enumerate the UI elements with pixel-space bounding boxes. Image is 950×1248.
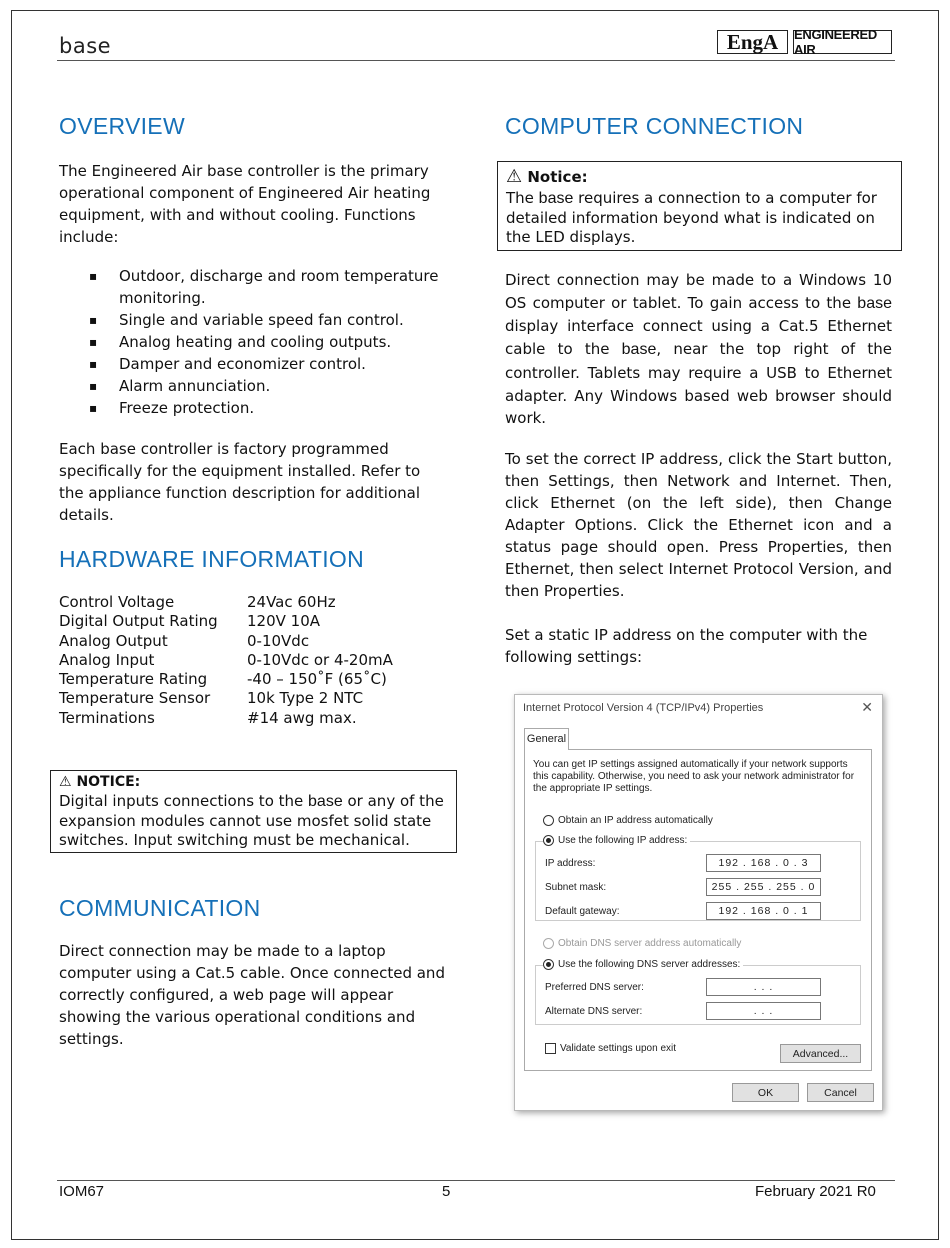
table-row: [59, 593, 439, 612]
close-icon[interactable]: ✕: [861, 699, 873, 715]
overview-intro: The Engineered Air base controller is the primary operational component of Engineered Air heating equipment, with and without cooling. Functions include:: [59, 162, 431, 246]
dialog-title: Internet Protocol Version 4 (TCP/IPv4) Properties: [523, 702, 764, 714]
subnet-mask-input[interactable]: 255 . 255 . 255 . 0: [706, 878, 821, 896]
alternate-dns-input[interactable]: . . .: [706, 1002, 821, 1020]
ipv4-properties-dialog: [514, 694, 883, 1111]
base-brand-text: base: [621, 341, 657, 359]
notice-title: NOTICE:: [76, 774, 141, 790]
spec-label: Digital Output Rating: [59, 612, 218, 631]
preferred-dns-input[interactable]: . . .: [706, 978, 821, 996]
warning-icon: ⚠: [59, 774, 72, 790]
header-rule: [57, 60, 895, 61]
spec-label: Temperature Sensor: [59, 689, 211, 708]
connection-paragraph: Direct connection may be made to a Windows 10 OS computer or tablet. To gain access to the base display interface connect using a Cat.5 Ethernet cable to the base, near the top right of the controller. Tablets may require a USB to Ethernet adapter. Any Windows based web browser should work.: [505, 271, 892, 428]
hardware-heading: HARDWARE INFORMATION: [59, 546, 364, 572]
computer-connection-heading: COMPUTER CONNECTION: [505, 113, 804, 139]
base-brand-text: base: [538, 190, 574, 207]
header-logo: base: [59, 34, 112, 58]
advanced-button[interactable]: Advanced...: [780, 1044, 861, 1063]
table-row: [59, 612, 439, 631]
ip-instructions-paragraph: To set the correct IP address, click the Start button, then Settings, then Network and Internet. Then, click Ethernet (on the left side), then Change Adapter Options. Click the Ethernet icon and a status page should open. Press Properties, then Ethernet, then select Internet Protocol Version, and then Properties.: [505, 450, 892, 600]
obtain-ip-auto-radio[interactable]: Obtain an IP address automatically: [543, 815, 713, 826]
notice-text: Digital inputs connections to the base or any of the expansion modules cannot use mosfet solid state switches. Input switching must be mechanical.: [59, 792, 444, 849]
communication-text: Direct connection may be made to a laptop computer using a Cat.5 cable. Once connected and correctly configured, a web page will appear showing the various operational conditions and settings.: [59, 942, 445, 1048]
footer-page-number: 5: [442, 1183, 451, 1200]
overview-closing: Each base controller is factory programmed specifically for the equipment installed. Refer to the appliance function description for additional details.: [59, 440, 421, 524]
base-brand-text: base: [857, 294, 892, 312]
ip-address-input[interactable]: 192 . 168 . 0 . 3: [706, 854, 821, 872]
notice-box: [497, 161, 902, 251]
ok-button[interactable]: OK: [732, 1083, 799, 1102]
ip-address-label: IP address:: [545, 858, 596, 869]
warning-icon: ⚠: [506, 166, 523, 187]
default-gateway-input[interactable]: 192 . 168 . 0 . 1: [706, 902, 821, 920]
hardware-spec-table: [59, 593, 439, 728]
table-row: [59, 670, 439, 689]
footer-rule: [57, 1180, 895, 1181]
default-gateway-label: Default gateway:: [545, 906, 620, 917]
list-item: ▪ Analog heating and cooling outputs.: [89, 331, 449, 353]
list-item: ▪ Outdoor, discharge and room temperature monitoring.: [89, 265, 449, 309]
communication-heading: COMMUNICATION: [59, 895, 261, 921]
spec-value: 0-10Vdc: [247, 631, 310, 650]
use-following-dns-radio[interactable]: Use the following DNS server addresses:: [543, 959, 743, 970]
static-ip-paragraph: Set a static IP address on the computer with the following settings:: [505, 626, 868, 666]
list-item: ▪ Single and variable speed fan control.: [89, 309, 449, 331]
validate-settings-checkbox[interactable]: Validate settings upon exit: [545, 1043, 676, 1054]
table-row: [59, 651, 439, 670]
list-item: ▪ Damper and economizer control.: [89, 353, 449, 375]
engineered-air-brand: ENGINEERED AIR: [793, 30, 892, 54]
use-following-ip-radio[interactable]: Use the following IP address:: [543, 835, 690, 846]
spec-value: #14 awg max.: [247, 708, 357, 727]
spec-value: 120V 10A: [247, 612, 321, 631]
table-row: [59, 709, 439, 728]
preferred-dns-label: Preferred DNS server:: [545, 982, 644, 993]
overview-heading: OVERVIEW: [59, 113, 185, 139]
overview-bullet-list: [89, 265, 449, 419]
spec-value: 10k Type 2 NTC: [247, 689, 364, 708]
list-item: ▪ Alarm annunciation.: [89, 375, 449, 397]
tab-general[interactable]: General: [524, 728, 569, 750]
list-item: ▪ Freeze protection.: [89, 397, 449, 419]
spec-label: Terminations: [59, 708, 155, 727]
spec-label: Analog Output: [59, 631, 168, 650]
enga-brand-mark: EngA: [717, 30, 788, 54]
spec-label: Temperature Rating: [59, 670, 208, 689]
table-row: [59, 689, 439, 708]
spec-label: Analog Input: [59, 650, 155, 669]
notice-box: [50, 770, 457, 853]
spec-value: -40 – 150˚F (65˚C): [247, 670, 387, 689]
notice-title: Notice:: [527, 168, 588, 186]
notice-text: The base requires a connection to a computer for detailed information beyond what is indicated on the LED displays.: [506, 189, 877, 246]
spec-value: 0-10Vdc or 4-20mA: [247, 650, 393, 669]
footer-doc-id: IOM67: [59, 1183, 105, 1200]
footer-date: February 2021 R0: [755, 1183, 876, 1200]
alternate-dns-label: Alternate DNS server:: [545, 1006, 643, 1017]
obtain-dns-auto-radio[interactable]: Obtain DNS server address automatically: [543, 938, 741, 949]
dialog-description: You can get IP settings assigned automatically if your network supports this capability. Otherwise, you need to ask your network administrator for the appropriate IP settings.: [533, 759, 855, 794]
table-row: [59, 632, 439, 651]
spec-value: 24Vac 60Hz: [247, 593, 336, 611]
subnet-mask-label: Subnet mask:: [545, 882, 607, 893]
spec-label: Control Voltage: [59, 593, 175, 611]
cancel-button[interactable]: Cancel: [807, 1083, 874, 1102]
base-brand-text: base: [308, 793, 343, 810]
